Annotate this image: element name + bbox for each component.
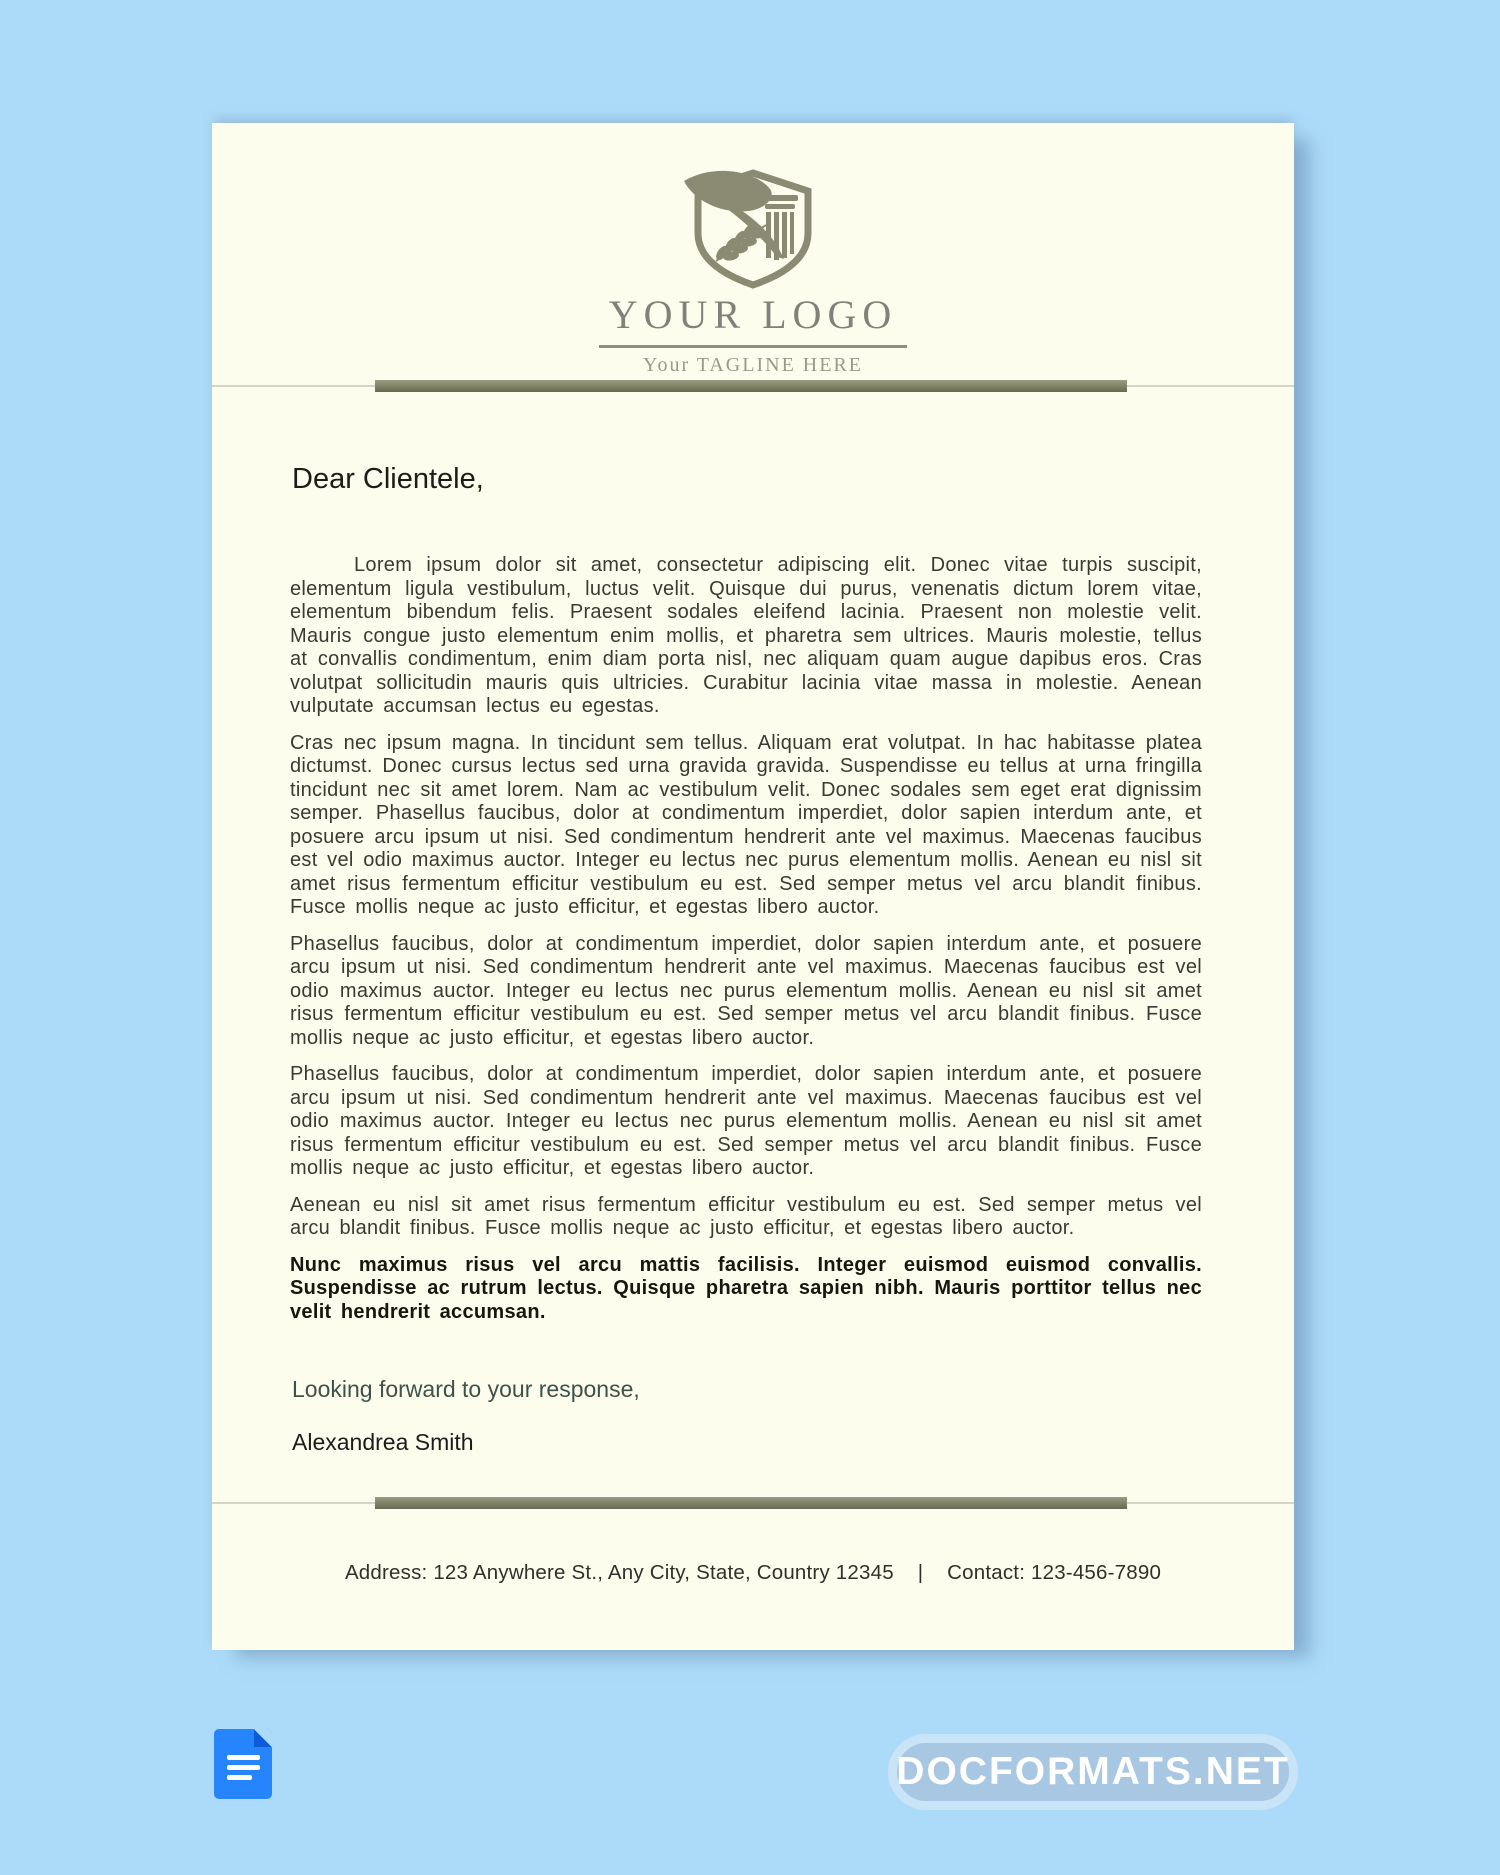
paragraph-3: Phasellus faucibus, dolor at condimentum imperdiet, dolor sapien interdum ante, et posuere arcu ipsum ut nisi. Sed condimentum hendrerit ante vel maximus. Maecenas faucibus est vel odio maximus auctor. Integer eu lectus nec purus elementum mollis. Aenean eu nisl sit amet risus fermentum efficitur vestibulum eu est. Sed semper metus vel arcu blandit finibus. Fusce mollis neque ac justo efficitur, et egestas libero auctor. — [290, 932, 1202, 1049]
logo-name: YOUR LOGO — [599, 291, 907, 348]
signature-name: Alexandrea Smith — [292, 1429, 474, 1455]
docformats-badge[interactable] — [888, 1734, 1298, 1810]
paragraph-1: Lorem ipsum dolor sit amet, consectetur adipiscing elit. Donec vitae turpis suscipit, elementum ligula vestibulum, luctus velit. Quisque dui purus, venenatis dictum lorem vitae, elementum bibendum felis. Praesent sodales eleifend lacinia. Praesent non molestie velit. Mauris congue justo elementum enim mollis, et pharetra sem ultrices. Mauris molestie, tellus at convallis condimentum, enim diam porta nisl, nec aliquam quam augue dapibus eros. Cras volutpat sollicitudin mauris quis ultricies. Curabitur lacinia vitae massa in molestie. Aenean vulputate accumsan lectus eu egestas. — [290, 554, 1202, 717]
docs-icon-text-line — [227, 1775, 252, 1780]
top-divider — [212, 380, 1294, 392]
footer-contact-line — [212, 1561, 1294, 1585]
footer-contact: Contact: 123-456-7890 — [947, 1561, 1162, 1584]
shield-quill-logo-icon — [678, 161, 828, 289]
letterhead-logo — [212, 161, 1294, 377]
closing-line: Looking forward to your response, — [292, 1376, 640, 1402]
docs-icon-text-line — [227, 1765, 260, 1770]
logo-tagline: Your TAGLINE HERE — [643, 354, 863, 376]
docs-icon-fold — [254, 1729, 272, 1747]
paragraph-5: Aenean eu nisl sit amet risus fermentum efficitur vestibulum eu est. Sed semper metus vel arcu blandit finibus. Fusce mollis neque ac justo efficitur, et egestas libero auctor. — [290, 1193, 1202, 1239]
divider-bar — [375, 380, 1127, 392]
divider-bar — [375, 1497, 1127, 1509]
google-docs-icon[interactable] — [214, 1729, 272, 1799]
footer-address: Address: 123 Anywhere St., Any City, State, Country 12345 — [344, 1561, 894, 1584]
letter-content — [290, 463, 1202, 1456]
footer-separator: | — [917, 1561, 924, 1584]
paragraph-2: Cras nec ipsum magna. In tincidunt sem tellus. Aliquam erat volutpat. In hac habitasse platea dictumst. Donec cursus lectus sed urna gravida gravida. Suspendisse eu tellus at urna fringilla tincidunt nec sit amet lorem. Nam ac vestibulum velit. Donec sodales sem eget erat dignissim semper. Phasellus faucibus, dolor at condimentum imperdiet, dolor sapien interdum ante, et posuere arcu ipsum ut nisi. Sed condimentum hendrerit ante vel maximus. Maecenas faucibus est vel odio maximus auctor. Integer eu lectus nec purus elementum mollis. Aenean eu nisl sit amet risus fermentum efficitur vestibulum eu est. Sed semper metus vel arcu blandit finibus. Fusce mollis neque ac justo efficitur, et egestas libero auctor. — [290, 731, 1202, 918]
salutation: Dear Clientele, — [292, 463, 484, 495]
paragraph-4: Phasellus faucibus, dolor at condimentum imperdiet, dolor sapien interdum ante, et posuere arcu ipsum ut nisi. Sed condimentum hendrerit ante vel maximus. Maecenas faucibus est vel odio maximus auctor. Integer eu lectus nec purus elementum mollis. Aenean eu nisl sit amet risus fermentum efficitur vestibulum eu est. Sed semper metus vel arcu blandit finibus. Fusce mollis neque ac justo efficitur, et egestas libero auctor. — [290, 1063, 1202, 1179]
docs-icon-text-line — [227, 1755, 260, 1760]
bold-paragraph: Nunc maximus risus vel arcu mattis facilisis. Integer euismod euismod convallis. Suspendisse ac rutrum lectus. Quisque pharetra sapien nibh. Mauris porttitor tellus nec velit hendrerit accumsan. — [290, 1253, 1202, 1323]
docformats-badge-label: DOCFORMATS.NET — [896, 1750, 1290, 1793]
letter-paper — [212, 123, 1294, 1650]
bottom-divider — [212, 1497, 1294, 1509]
